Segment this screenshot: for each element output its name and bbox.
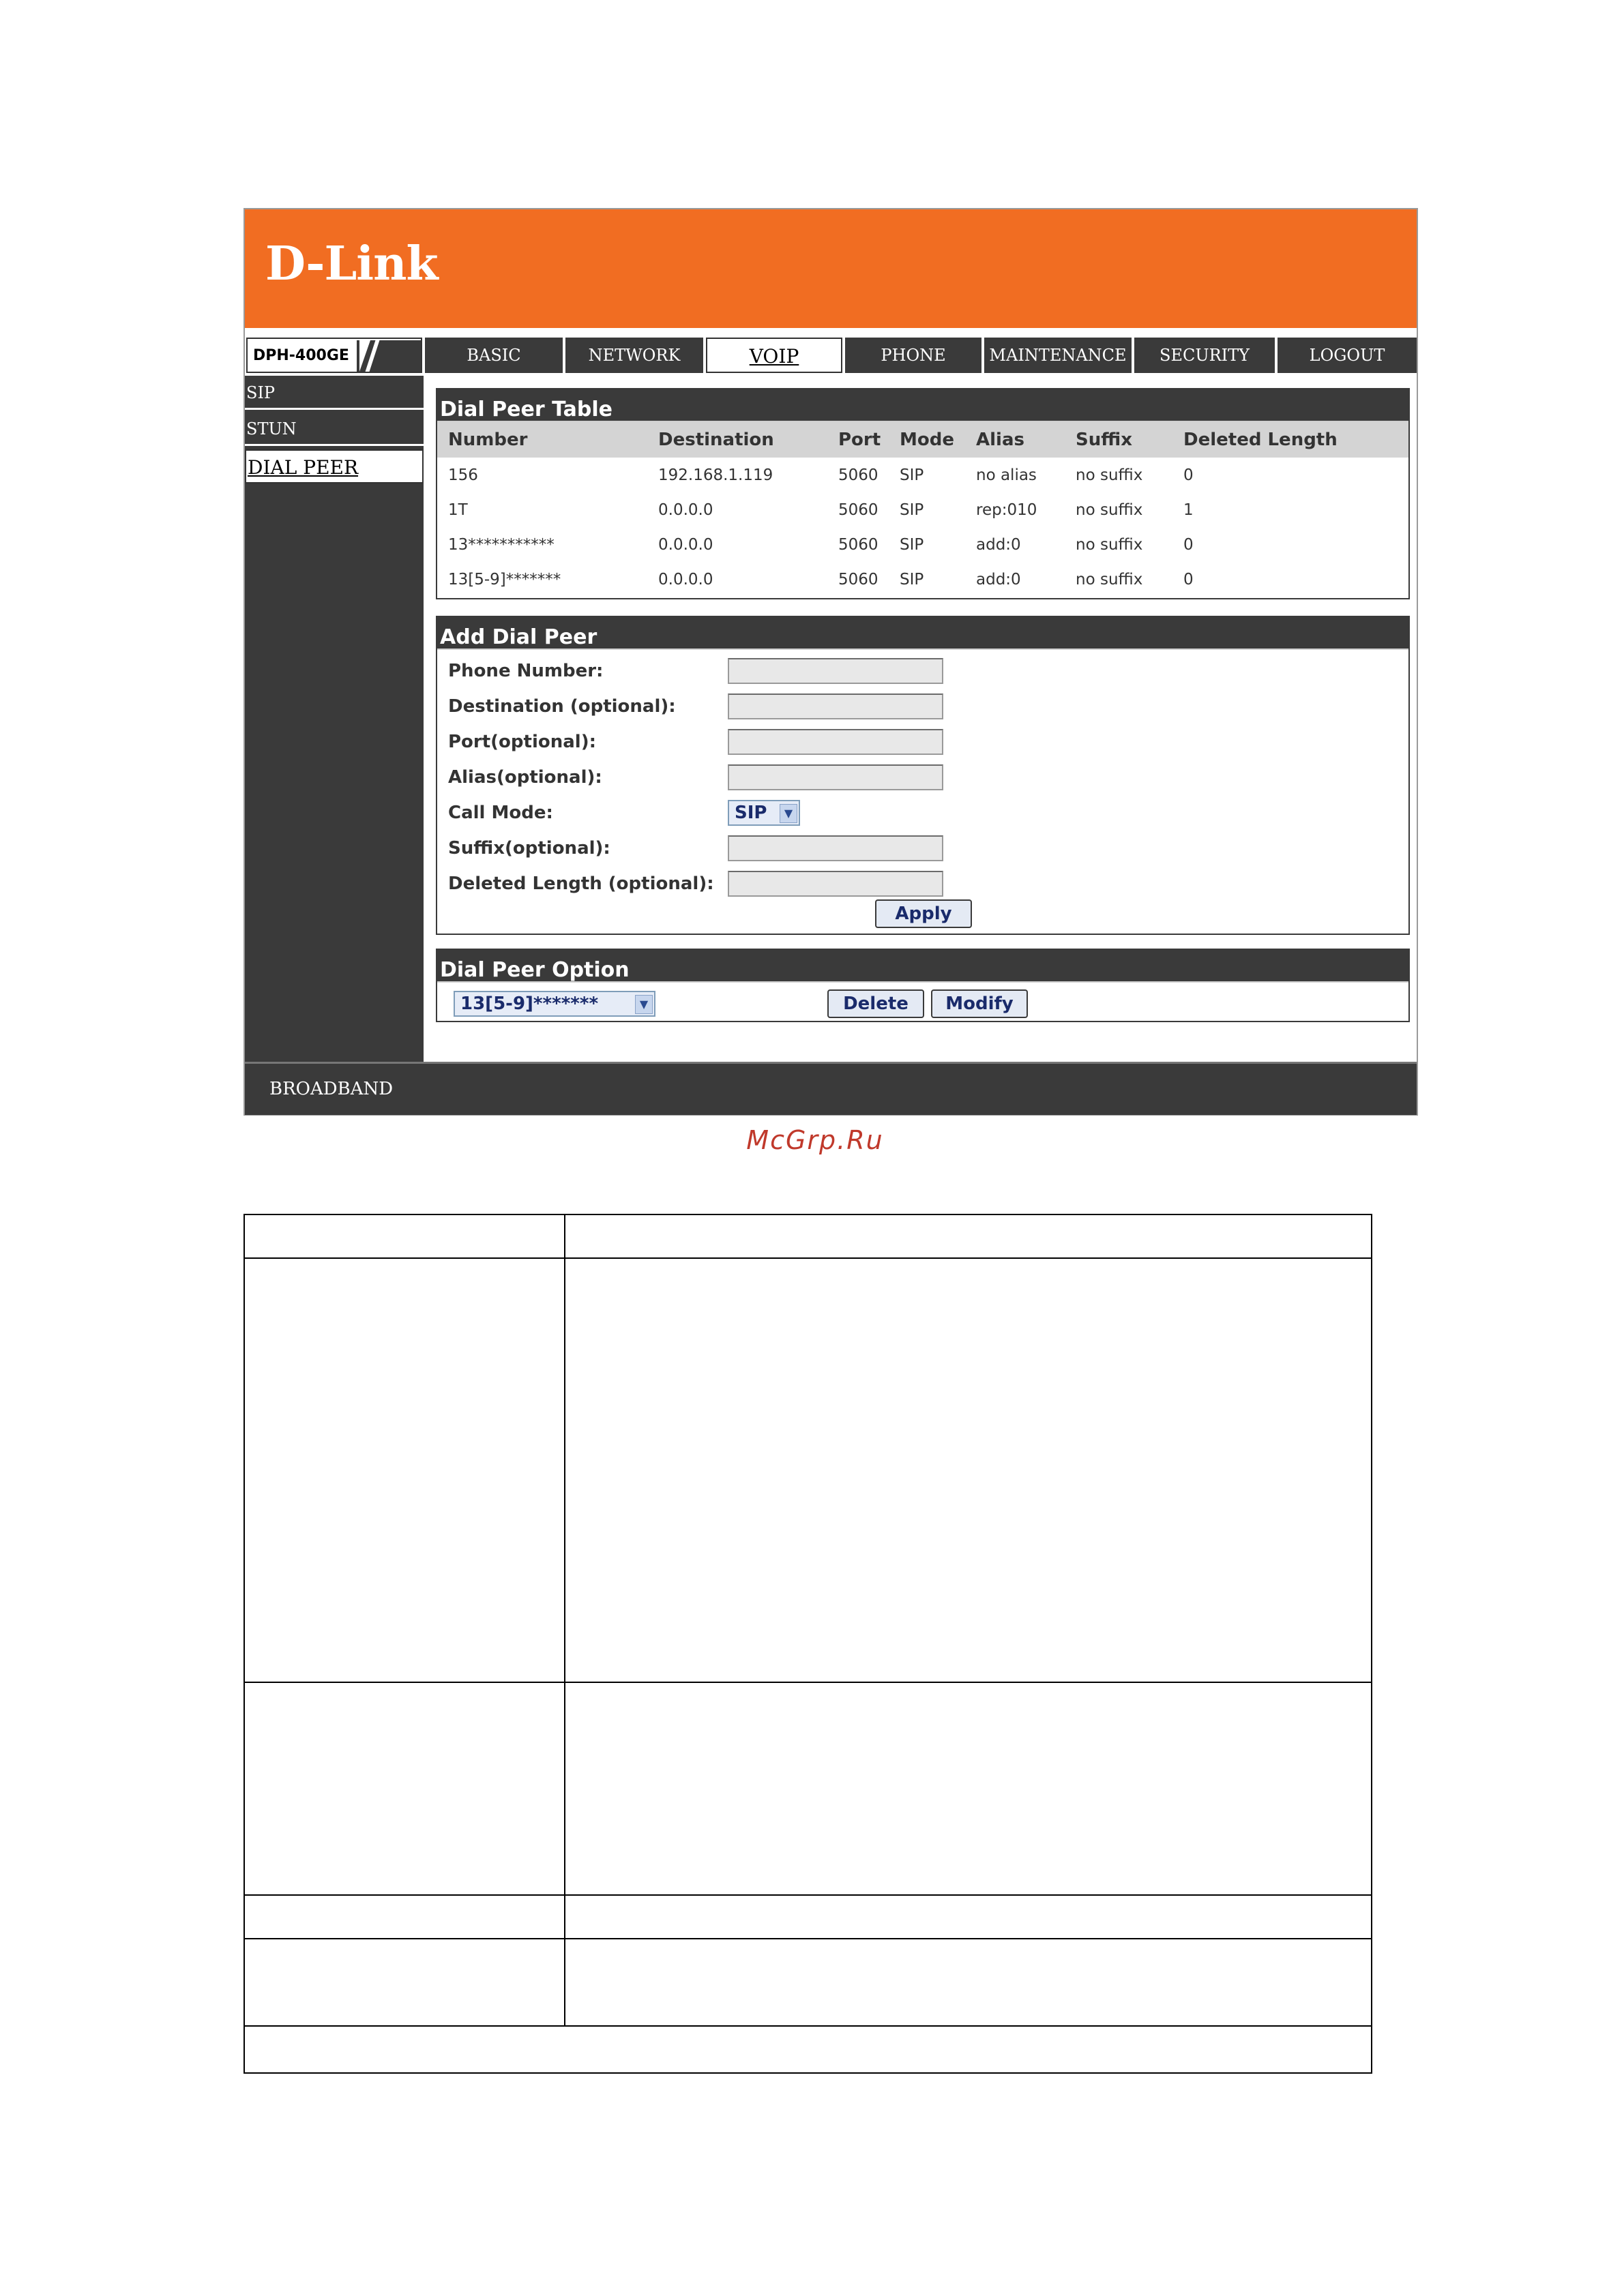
chevron-down-icon: ▼ xyxy=(635,995,653,1014)
cell-deleted-length: 1 xyxy=(1183,501,1194,519)
phone-number-input[interactable] xyxy=(728,658,943,684)
table-header-row xyxy=(437,422,1408,458)
table-cell xyxy=(245,1259,565,1683)
destination-input[interactable] xyxy=(728,694,943,719)
add-dial-peer-panel xyxy=(436,616,1410,935)
table-row xyxy=(437,492,1408,527)
col-suffix: Suffix xyxy=(1065,422,1172,458)
table-cell xyxy=(565,1939,1372,2027)
sidebar-item-sip[interactable]: SIP xyxy=(245,376,424,410)
phone-number-row xyxy=(448,657,1389,684)
cell-destination: 192.168.1.119 xyxy=(658,466,773,484)
tab-basic[interactable]: BASIC xyxy=(425,338,563,373)
cell-port: 5060 xyxy=(838,501,879,519)
modify-button[interactable]: Modify xyxy=(931,989,1028,1018)
tab-logout[interactable]: LOGOUT xyxy=(1278,338,1417,373)
dlink-logo: D-Link xyxy=(265,237,438,291)
cell-port: 5060 xyxy=(838,570,879,588)
table-cell xyxy=(565,1215,1372,1259)
cell-suffix: no suffix xyxy=(1076,535,1143,554)
cell-alias: no alias xyxy=(976,466,1037,484)
port-row xyxy=(448,728,1389,755)
port-label: Port(optional): xyxy=(448,732,596,752)
call-mode-value: SIP xyxy=(735,803,767,823)
table-cell xyxy=(245,1896,565,1939)
cell-alias: add:0 xyxy=(976,570,1021,588)
cell-suffix: no suffix xyxy=(1076,501,1143,519)
top-navigation xyxy=(245,335,1417,376)
footer-text: BROADBAND xyxy=(269,1079,394,1099)
col-alias: Alias xyxy=(965,422,1065,458)
tab-voip[interactable]: VOIP xyxy=(706,338,842,373)
cell-suffix: no suffix xyxy=(1076,466,1143,484)
cell-alias: add:0 xyxy=(976,535,1021,554)
cell-destination: 0.0.0.0 xyxy=(658,570,713,588)
cell-number: 156 xyxy=(448,466,478,484)
tab-security[interactable]: SECURITY xyxy=(1134,338,1275,373)
deleted-length-input[interactable] xyxy=(728,871,943,897)
phone-number-label: Phone Number: xyxy=(448,661,604,681)
deleted-length-label: Deleted Length (optional): xyxy=(448,874,714,894)
model-name: DPH-400GE xyxy=(253,347,349,364)
sidebar xyxy=(245,376,424,1062)
dial-peer-table-title: Dial Peer Table xyxy=(437,389,1408,422)
chevron-down-icon: ▼ xyxy=(780,804,797,823)
dial-peer-select-value: 13[5-9]******* xyxy=(460,994,599,1014)
col-mode: Mode xyxy=(889,422,965,458)
col-deleted-length: Deleted Length xyxy=(1172,422,1408,458)
alias-label: Alias(optional): xyxy=(448,767,602,788)
cell-number: 13*********** xyxy=(448,535,555,554)
col-destination: Destination xyxy=(647,422,827,458)
add-dial-peer-title: Add Dial Peer xyxy=(437,617,1408,650)
destination-label: Destination (optional): xyxy=(448,696,676,717)
tab-network[interactable]: NETWORK xyxy=(565,338,703,373)
col-number: Number xyxy=(437,422,647,458)
call-mode-row xyxy=(448,799,1389,826)
tab-phone[interactable]: PHONE xyxy=(845,338,981,373)
table-row xyxy=(437,562,1408,597)
table-cell xyxy=(245,1939,565,2027)
destination-row xyxy=(448,692,1389,719)
cell-suffix: no suffix xyxy=(1076,570,1143,588)
delete-button[interactable]: Delete xyxy=(827,989,924,1018)
table-cell xyxy=(565,1259,1372,1683)
sidebar-item-dial-peer[interactable]: DIAL PEER xyxy=(245,449,424,483)
col-port: Port xyxy=(827,422,889,458)
cell-mode: SIP xyxy=(900,466,924,484)
table-cell xyxy=(245,1215,565,1259)
cell-number: 1T xyxy=(448,501,468,519)
table-cell xyxy=(245,1683,565,1896)
deleted-length-row xyxy=(448,869,1389,897)
table-cell xyxy=(245,2027,1372,2074)
cell-mode: SIP xyxy=(900,570,924,588)
port-input[interactable] xyxy=(728,729,943,755)
suffix-input[interactable] xyxy=(728,835,943,861)
model-badge-decoration xyxy=(357,340,421,372)
footer-bar xyxy=(245,1062,1417,1115)
router-web-ui xyxy=(243,208,1418,1116)
dial-peer-table xyxy=(437,422,1408,597)
cell-deleted-length: 0 xyxy=(1183,535,1194,554)
cell-port: 5060 xyxy=(838,466,879,484)
cell-alias: rep:010 xyxy=(976,501,1037,519)
model-badge xyxy=(246,338,422,373)
cell-number: 13[5-9]******* xyxy=(448,570,561,588)
dial-peer-option-panel xyxy=(436,949,1410,1022)
brand-header xyxy=(245,209,1417,331)
alias-row xyxy=(448,763,1389,790)
apply-button[interactable]: Apply xyxy=(875,899,972,928)
dial-peer-select[interactable] xyxy=(454,991,655,1017)
dial-peer-table-panel xyxy=(436,388,1410,599)
table-row xyxy=(437,527,1408,562)
sidebar-item-stun[interactable]: STUN xyxy=(245,412,424,446)
tab-maintenance[interactable]: MAINTENANCE xyxy=(984,338,1132,373)
alias-input[interactable] xyxy=(728,764,943,790)
table-row xyxy=(437,458,1408,492)
cell-deleted-length: 0 xyxy=(1183,466,1194,484)
table-cell xyxy=(565,1683,1372,1896)
cell-deleted-length: 0 xyxy=(1183,570,1194,588)
cell-destination: 0.0.0.0 xyxy=(658,535,713,554)
call-mode-select[interactable] xyxy=(728,800,800,826)
cell-destination: 0.0.0.0 xyxy=(658,501,713,519)
cell-mode: SIP xyxy=(900,501,924,519)
suffix-row xyxy=(448,834,1389,861)
call-mode-label: Call Mode: xyxy=(448,803,553,823)
cell-port: 5060 xyxy=(838,535,879,554)
watermark: McGrp.Ru xyxy=(746,1125,884,1155)
document-table xyxy=(243,1214,1372,2074)
table-cell xyxy=(565,1896,1372,1939)
suffix-label: Suffix(optional): xyxy=(448,838,610,859)
cell-mode: SIP xyxy=(900,535,924,554)
dial-peer-option-title: Dial Peer Option xyxy=(437,950,1408,983)
